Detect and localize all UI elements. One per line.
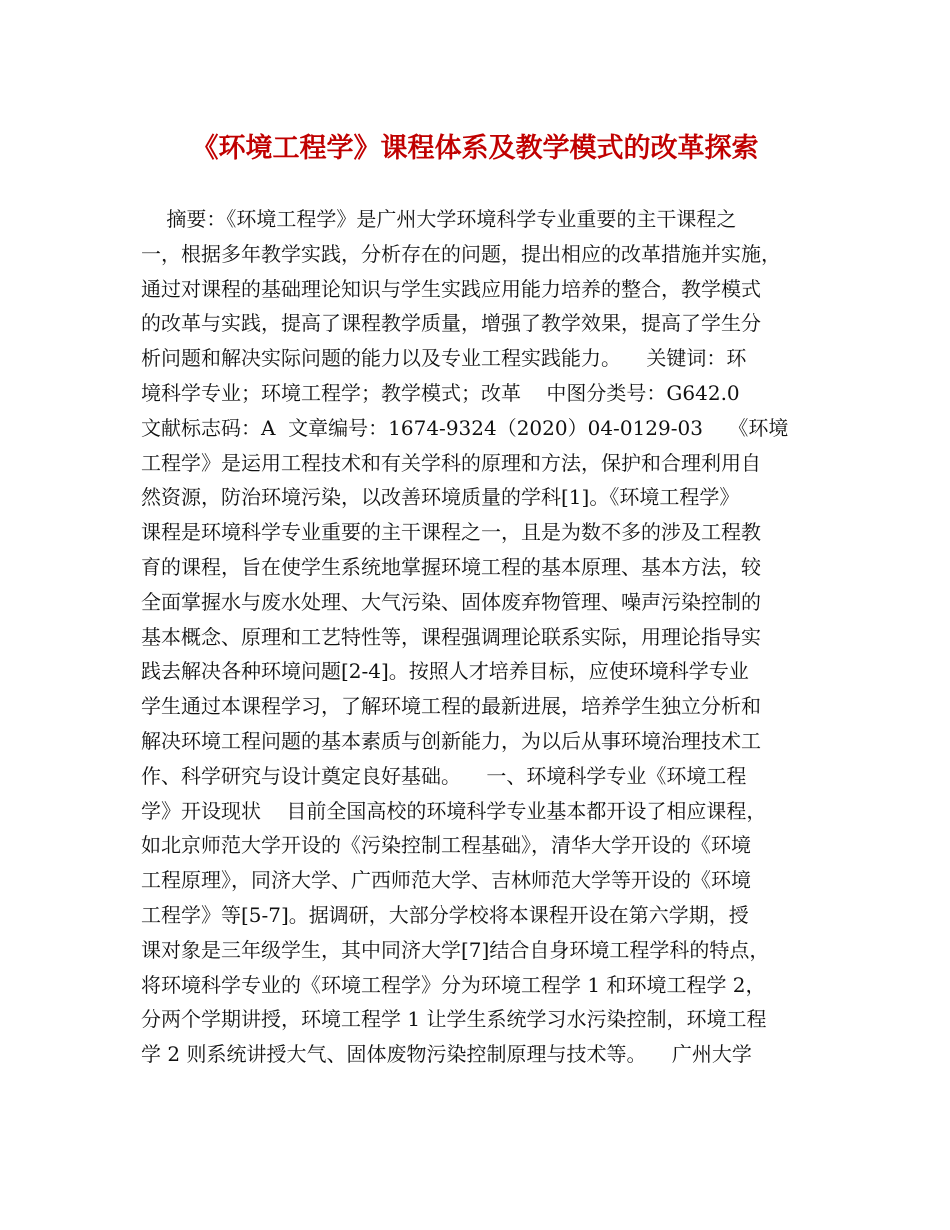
body-line: 全面掌握水与废水处理、大气污染、固体废弃物管理、噪声污染控制的	[141, 589, 761, 614]
body-line: 解决环境工程问题的基本素质与创新能力，为以后从事环境治理技术工	[141, 728, 761, 753]
body-line: 作、科学研究与设计奠定良好基础。 一、环境科学专业《环境工程	[141, 763, 747, 788]
body-line: 通过对课程的基础理论知识与学生实践应用能力培养的整合，教学模式	[141, 276, 761, 301]
body-line: 一，根据多年教学实践，分析存在的问题，提出相应的改革措施并实施，	[141, 241, 781, 266]
body-line: 文献标志码：A 文章编号：1674-9324（2020）04-0129-03 《环境	[141, 415, 789, 440]
document-title: 《环境工程学》课程体系及教学模式的改革探索	[191, 133, 759, 164]
body-line: 境科学专业；环境工程学；教学模式；改革 中图分类号：G642.0	[141, 380, 740, 405]
body-line: 如北京师范大学开设的《污染控制工程基础》，清华大学开设的《环境	[141, 833, 751, 858]
body-line: 学 2 则系统讲授大气、固体废物污染控制原理与技术等。 广州大学	[141, 1042, 752, 1067]
body-line: 学生通过本课程学习，了解环境工程的最新进展，培养学生独立分析和	[141, 694, 761, 719]
body-line: 摘要：《环境工程学》是广州大学环境科学专业重要的主干课程之	[141, 207, 737, 231]
body-line: 工程学》是运用工程技术和有关学科的原理和方法，保护和合理利用自	[141, 450, 761, 475]
body-line: 践去解决各种环境问题[2-4]。按照人才培养目标，应使环境科学专业	[141, 659, 749, 684]
document-body	[141, 202, 831, 1072]
body-line: 课对象是三年级学生，其中同济大学[7]结合自身环境工程学科的特点，	[141, 937, 770, 962]
body-line: 课程是环境科学专业重要的主干课程之一，且是为数不多的涉及工程教	[141, 520, 761, 545]
body-line: 然资源，防治环境污染，以改善环境质量的学科[1]。《环境工程学》	[141, 485, 740, 510]
body-line: 的改革与实践，提高了课程教学质量，增强了教学效果，提高了学生分	[141, 311, 761, 336]
body-line: 工程学》等[5-7]。据调研，大部分学校将本课程开设在第六学期，授	[141, 902, 749, 927]
body-line: 析问题和解决实际问题的能力以及专业工程实践能力。 关键词：环	[141, 346, 747, 371]
body-line: 工程原理》，同济大学、广西师范大学、吉林师范大学等开设的《环境	[141, 868, 751, 893]
body-line: 基本概念、原理和工艺特性等，课程强调理论联系实际，用理论指导实	[141, 624, 761, 649]
body-line: 分两个学期讲授，环境工程学 1 让学生系统学习水污染控制，环境工程	[141, 1007, 767, 1032]
body-line: 育的课程，旨在使学生系统地掌握环境工程的基本原理、基本方法，较	[141, 554, 761, 579]
body-line: 学》开设现状 目前全国高校的环境科学专业基本都开设了相应课程，	[141, 798, 767, 823]
body-line: 将环境科学专业的《环境工程学》分为环境工程学 1 和环境工程学 2，	[141, 972, 766, 997]
